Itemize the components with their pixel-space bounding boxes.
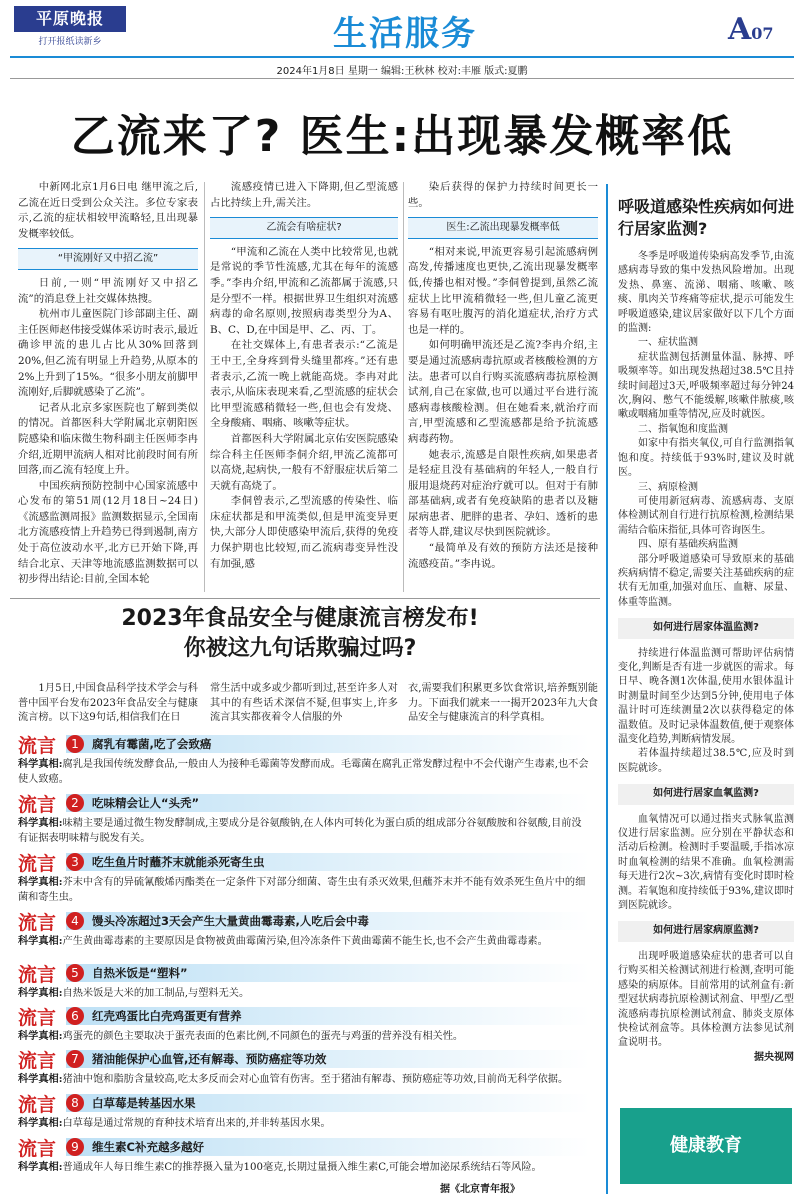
myth-bar xyxy=(66,853,590,871)
myth-header xyxy=(18,852,590,875)
myth-item xyxy=(18,1049,590,1088)
header-rule-thin xyxy=(10,78,794,79)
truth-prefix: 科学真相: xyxy=(18,1073,63,1085)
subheading: 乙流会有啥症状? xyxy=(210,217,398,239)
myth-header xyxy=(18,963,590,986)
sidebar-question: 如何进行居家血氧监测? xyxy=(618,784,794,804)
myth-number: 4 xyxy=(66,912,84,930)
truth-text: 猪油中饱和脂肪含量较高,吃太多反而会对心血管有伤害。至于猪油有解毒、预防癌症等功效,目前尚无科学依据。 xyxy=(62,1074,569,1085)
column-divider xyxy=(204,182,205,592)
myth-truth xyxy=(18,1029,590,1045)
story1-col3 xyxy=(408,180,598,572)
paragraph: 如家中有指夹氧仪,可自行监测指氧饱和度。持续低于93%时,建议及时就医。 xyxy=(618,438,794,479)
myth-item xyxy=(18,793,590,846)
truth-text: 自热米饭是大米的加工制品,与塑料无关。 xyxy=(62,988,250,999)
myth-bar xyxy=(66,735,590,753)
paragraph: 血氧情况可以通过指夹式脉氧监测仪进行居家监测。应分别在平静状态和活动后检测。检测时手要温暖,手指冰凉时血氧检测的结果不准确。血氧检测需每天进行2次~3次,病情有变化时即时检测。若氧饱和度持续低于93%,建议即时到医院就诊。 xyxy=(618,813,794,912)
myth-header xyxy=(18,1049,590,1072)
story1-col2 xyxy=(210,180,398,572)
paragraph: 在社交媒体上,有患者表示:“乙流是王中王,全身疼到骨头缝里都疼。”还有患者表示,乙流一晚上就能高烧。李冉对此表示,从临床表现来看,乙型流感的症状会比甲型流感稍微轻一些,但也会有发烧、全身酸痛、咽痛、咳嗽等症状。 xyxy=(210,339,398,430)
truth-text: 产生黄曲霉毒素的主要原因是食物被黄曲霉菌污染,但冷冻条件下黄曲霉菌不能生长,也不会产生黄曲霉毒素。 xyxy=(62,936,548,947)
story2-headline xyxy=(0,604,600,664)
myth-truth xyxy=(18,816,590,846)
column-divider xyxy=(403,182,404,592)
sidebar-article xyxy=(618,190,794,1065)
myth-title: 馒头冷冻超过3天会产生大量黄曲霉毒素,人吃后会中毒 xyxy=(92,914,369,928)
myth-item xyxy=(18,734,590,787)
paragraph: 出现呼吸道感染症状的患者可以自行购买相关检测试剂进行检测,查明可能感染的病原体。目前常用的试剂盒有:新型冠状病毒抗原检测试剂盒、甲型/乙型流感病毒抗原检测试剂盒、肺炎支原体快检试剂盒等。具体检测方法参见试剂盒说明书。 xyxy=(618,950,794,1049)
myth-bar xyxy=(66,794,590,812)
story2-intro-col2 xyxy=(210,682,398,726)
myth-header xyxy=(18,1006,590,1029)
paragraph: 她表示,流感是自限性疾病,如果患者是轻症且没有基础病的年轻人,一般自行服用退烧药对症治疗就可以。但对于有肺部基础病,或者有免疫缺陷的患者以及糖尿病患者、肥胖的患者、孕妇、透析的患者等人群,建议尽快到医院就诊。 xyxy=(408,448,598,539)
paragraph: 若体温持续超过38.5℃,应及时到医院就诊。 xyxy=(618,748,794,774)
paragraph: 持续进行体温监测可帮助评估病情变化,判断是否有进一步就医的需求。每日早、晚各测1次体温,使用水银体温计时测量时间至少达到5分钟,使用电子体温计时可连续测量2次以获得稳定的体温数值。及时记录体温数值,便于观察体温变化趋势,判断病情发展。 xyxy=(618,647,794,745)
paragraph: “甲流和乙流在人类中比较常见,也就是常说的季节性流感,尤其在每年的流感季。”李冉介绍,甲流和乙流都属于流感,只是分型不一样。根据世界卫生组织对流感病毒的命名原则,按照病毒类型分为A、B、C、D,在中国是甲、乙、丙、丁。 xyxy=(210,245,398,336)
story2-source: 据《北京青年报》 xyxy=(440,1184,520,1195)
truth-text: 味精主要是通过微生物发酵制成,主要成分是谷氨酸钠,在人体内可转化为蛋白质的组成部分谷氨酸胺和谷氨酸,目前没有证据表明味精与脱发有关。 xyxy=(18,818,582,844)
myth-tag: 流言 xyxy=(18,734,57,757)
paragraph: 一、症状监测 xyxy=(638,337,698,349)
story1-col1 xyxy=(18,180,198,588)
myth-tag: 流言 xyxy=(18,1093,57,1116)
paragraph: 常生活中或多或少都听到过,甚至许多人对其中的有些话术深信不疑,但事实上,许多流言其实都夜着令人信服的外 xyxy=(210,683,398,723)
myth-title: 吃生鱼片时蘸芥末就能杀死寄生虫 xyxy=(92,855,265,869)
myth-bar xyxy=(66,1094,590,1112)
myth-number: 9 xyxy=(66,1138,84,1156)
myth-header xyxy=(18,793,590,816)
myth-truth xyxy=(18,875,590,905)
truth-prefix: 科学真相: xyxy=(18,1117,63,1129)
section-rule xyxy=(10,598,600,599)
myth-number: 8 xyxy=(66,1094,84,1112)
issue-info: 2024年1月8日 星期一 编辑:王秋林 校对:丰雁 版式:夏鹏 xyxy=(276,66,528,77)
paragraph: 三、病原检测 xyxy=(638,481,698,493)
myth-tag: 流言 xyxy=(18,793,57,816)
myth-bar xyxy=(66,1138,590,1156)
truth-prefix: 科学真相: xyxy=(18,758,63,770)
myth-truth xyxy=(18,757,590,787)
truth-prefix: 科学真相: xyxy=(18,1030,63,1042)
myth-header xyxy=(18,1137,590,1160)
paragraph: “最简单及有效的预防方法还是接种流感疫苗。”李冉说。 xyxy=(408,542,598,570)
subheading: 医生:乙流出现暴发概率低 xyxy=(408,217,598,239)
paragraph: 部分呼吸道感染可导致原来的基础疾病病情不稳定,需要关注基础疾病的症状有无加重,加强对血压、血糖、尿量、体重等监测。 xyxy=(618,553,794,608)
health-education-badge: 健康教育 xyxy=(620,1108,792,1184)
subheading: “甲流刚好又中招乙流” xyxy=(18,248,198,270)
myth-item xyxy=(18,1137,590,1176)
paragraph: 如何明确甲流还是乙流?李冉介绍,主要是通过流感病毒抗原或者核酸检测的方法。患者可以自行购买流感病毒抗原检测试剂,自己在家做,也可以通过平台进行流感病毒核酸检测。但在她看来,就治疗而言,甲型流感和乙型流感都是给予抗流感病毒药物。 xyxy=(408,339,598,445)
myth-title: 维生素C补充越多越好 xyxy=(92,1140,204,1154)
paragraph: 症状监测包括测量体温、脉搏、呼吸频率等。如出现发热超过38.5℃且持续时间超过3天,呼吸频率超过每分钟24次,胸闷、憋气不能缓解,咳嗽伴脓痰,咳嗽或咽痛加重等情况,应及时就医。 xyxy=(618,351,794,421)
paragraph: 冬季是呼吸道传染病高发季节,由流感病毒导致的集中发热风险增加。出现发热、鼻塞、流涕、咽痛、咳嗽、咳痰、肌肉关节疼痛等症状,提示可能发生呼吸道感染,建议居家做好以下几个方面的监测: xyxy=(618,251,794,335)
section-title: 生活服务 xyxy=(333,14,477,54)
newspaper-logo: 平原晚报 xyxy=(14,6,126,32)
page-letter: A xyxy=(728,12,752,47)
myth-header xyxy=(18,1093,590,1116)
myth-title: 吃味精会让人“头秃” xyxy=(92,796,200,810)
story2-intro-col1 xyxy=(18,682,198,726)
paragraph: 流感疫情已进入下降期,但乙型流感占比持续上升,需关注。 xyxy=(210,181,398,209)
page-number xyxy=(728,12,774,47)
myth-bar xyxy=(66,912,590,930)
myth-title: 白草莓是转基因水果 xyxy=(92,1096,196,1110)
page-digits: 07 xyxy=(751,24,774,43)
myth-tag: 流言 xyxy=(18,911,57,934)
myth-title: 腐乳有霉菌,吃了会致癌 xyxy=(92,737,212,751)
paragraph: 首都医科大学附属北京佑安医院感染综合科主任医师李侗介绍,甲流乙流都可以高烧,起病快,一般有不舒服症状后第二天就有高烧了。 xyxy=(210,432,398,492)
truth-prefix: 科学真相: xyxy=(18,935,63,947)
myth-item xyxy=(18,1006,590,1045)
paragraph: 二、指氧饱和度监测 xyxy=(638,423,728,435)
truth-text: 腐乳是我国传统发酵食品,一般由人为接种毛霉菌等发酵而成。毛霉菌在腐乳正常发酵过程中不会代谢产生毒素,也不会使人致癌。 xyxy=(18,759,589,785)
story2-headline-line1: 2023年食品安全与健康流言榜发布! xyxy=(121,606,479,631)
truth-prefix: 科学真相: xyxy=(18,876,63,888)
myth-item xyxy=(18,1093,590,1132)
myth-item xyxy=(18,963,590,1002)
myth-header xyxy=(18,911,590,934)
myth-truth xyxy=(18,934,590,950)
myth-bar xyxy=(66,1050,590,1068)
story2-intro-col3 xyxy=(408,682,598,726)
truth-prefix: 科学真相: xyxy=(18,1161,63,1173)
header-rule xyxy=(10,56,794,58)
myth-truth xyxy=(18,1072,590,1088)
myth-tag: 流言 xyxy=(18,1137,57,1160)
truth-prefix: 科学真相: xyxy=(18,987,63,999)
myth-tag: 流言 xyxy=(18,1006,57,1029)
myth-number: 7 xyxy=(66,1050,84,1068)
myth-number: 5 xyxy=(66,964,84,982)
truth-text: 芥末中含有的异硫氰酸烯丙酯类在一定条件下对部分细菌、寄生虫有杀灭效果,但蘸芥末并不能有效杀死生鱼片中的细菌和寄生虫。 xyxy=(18,877,586,903)
sidebar-source: 据央视网 xyxy=(754,1051,794,1063)
paragraph: 中国疾病预防控制中心国家流感中心发布的第51周(12月18日~24日)《流感监测周报》监测数据显示,全国南北方流感疫情上升趋势已得到遏制,南方处于高位波动水平,北方已开始下降,再结合北京、天津等地流感监测数据可以初步得出结论:目前,全国本轮 xyxy=(18,479,198,586)
myth-tag: 流言 xyxy=(18,852,57,875)
myth-truth xyxy=(18,1160,590,1176)
logo-tagline: 打开报纸读新乡 xyxy=(38,37,102,47)
sidebar-question: 如何进行居家病原监测? xyxy=(618,921,794,941)
paragraph: 杭州市儿童医院门诊部副主任、副主任医师赵伟接受媒体采访时表示,最近确诊甲流的患儿占比从30%回落到20%,但乙流有明显上升趋势,从原本的2%上升到了15%。“很多小朋友前脚甲流刚好,后脚就感染了乙流”。 xyxy=(18,308,198,399)
myth-tag: 流言 xyxy=(18,963,57,986)
sidebar-divider xyxy=(606,184,608,1194)
myth-number: 2 xyxy=(66,794,84,812)
main-headline: 乙流来了? 医生:出现暴发概率低 xyxy=(70,111,734,162)
myth-item xyxy=(18,911,590,950)
paragraph: 1月5日,中国食品科学技术学会与科普中国平台发布2023年食品安全与健康流言榜。以下这9句话,相信我们在日 xyxy=(18,683,198,723)
myth-header xyxy=(18,734,590,757)
truth-text: 白草莓是通过常规的育种技术培育出来的,并非转基因水果。 xyxy=(62,1118,331,1129)
myth-number: 1 xyxy=(66,735,84,753)
myth-title: 自热米饭是“塑料” xyxy=(92,966,188,980)
myth-item xyxy=(18,852,590,905)
myth-number: 3 xyxy=(66,853,84,871)
myth-title: 猪油能保护心血管,还有解毒、预防癌症等功效 xyxy=(92,1052,327,1066)
truth-prefix: 科学真相: xyxy=(18,817,63,829)
myth-truth xyxy=(18,1116,590,1132)
paragraph: 记者从北京多家医院也了解到类似的情况。首都医科大学附属北京朝阳医院感染和临床微生物科副主任医师李冉介绍,近期甲流病人相对比前段时间有所回落,而乙流有轻度上升。 xyxy=(18,401,198,477)
myth-bar xyxy=(66,1007,590,1025)
myth-title: 红壳鸡蛋比白壳鸡蛋更有营养 xyxy=(92,1009,242,1023)
paragraph: 日前,一则“甲流刚好又中招乙流”的消息登上社交媒体热搜。 xyxy=(18,276,198,305)
paragraph: 可使用新冠病毒、流感病毒、支原体检测试剂自行进行抗原检测,检测结果需结合临床指征,具体可咨询医生。 xyxy=(618,495,794,536)
myth-number: 6 xyxy=(66,1007,84,1025)
myth-tag: 流言 xyxy=(18,1049,57,1072)
story2-headline-line2: 你被这九句话欺骗过吗? xyxy=(183,636,417,661)
truth-text: 普通成年人每日维生素C的推荐摄入量为100毫克,长期过量摄入维生素C,可能会增加泌尿系统结石等风险。 xyxy=(62,1162,542,1173)
paragraph: 染后获得的保护力持续时间更长一些。 xyxy=(408,181,598,209)
myth-bar xyxy=(66,964,590,982)
truth-text: 鸡蛋壳的颜色主要取决于蛋壳表面的色素比例,不同颜色的蛋壳与鸡蛋的营养没有相关性。 xyxy=(62,1031,464,1042)
paragraph: 衣,需要我们积累更多饮食常识,培养甄别能力。下面我们就来一一揭开2023年九大食品安全与健康流言的科学真相。 xyxy=(408,683,598,723)
sidebar-question: 如何进行居家体温监测? xyxy=(618,618,794,638)
paragraph: 四、原有基础疾病监测 xyxy=(638,539,738,551)
paragraph: 李侗曾表示,乙型流感的传染性、临床症状都是和甲流类似,但是甲流变异更快,大部分人即使感染甲流后,获得的免疫力保护期也比较短,而乙流病毒变异性没有加强,感 xyxy=(210,495,398,570)
paragraph: “相对来说,甲流更容易引起流感病例高发,传播速度也更快,乙流出现暴发概率低,传播也相对慢。”李侗曾提到,虽然乙流症状上比甲流稍微轻一些,但儿童乙流更容易有呕吐腹泻的消化道症状,治疗方式也是一样的。 xyxy=(408,245,598,336)
paragraph: 中新网北京1月6日电 继甲流之后,乙流在近日受到公众关注。多位专家表示,乙流的症状相较甲流略轻,且出现暴发概率较低。 xyxy=(18,181,198,240)
sidebar-title: 呼吸道感染性疾病如何进行居家监测? xyxy=(618,197,795,238)
myth-truth xyxy=(18,986,590,1002)
